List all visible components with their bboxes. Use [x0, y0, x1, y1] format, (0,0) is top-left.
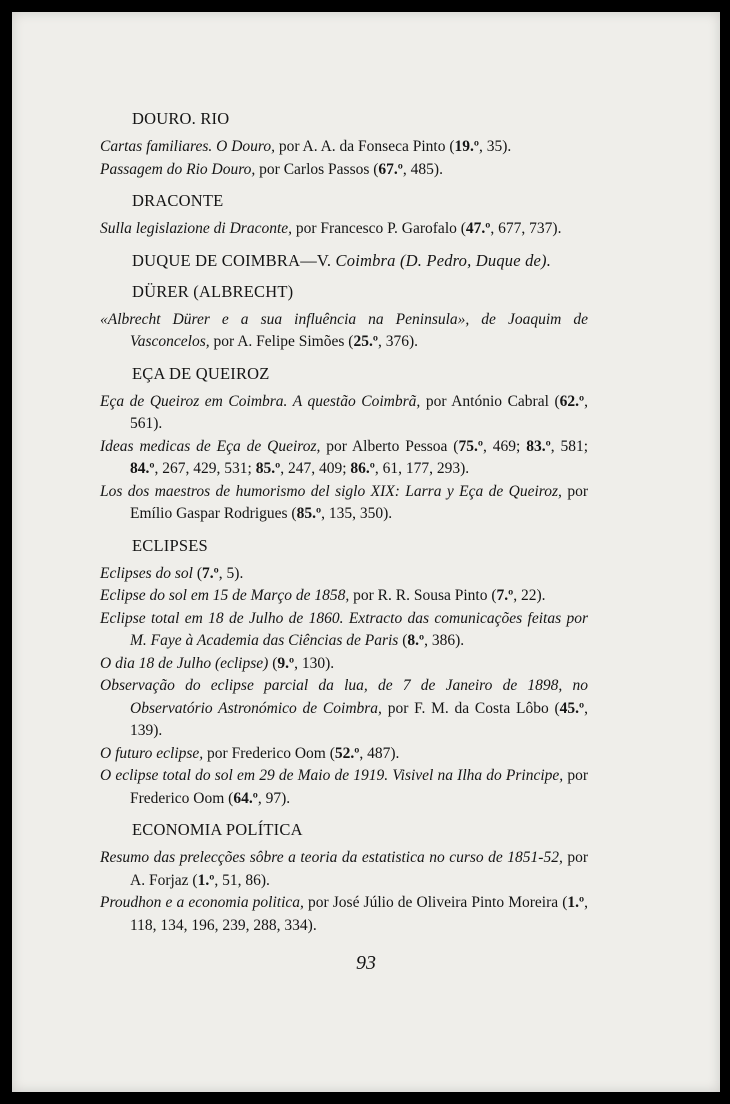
- section-heading-text: DOURO. RIO: [132, 109, 230, 128]
- section-heading-text: EÇA DE QUEIROZ: [132, 363, 270, 383]
- entry-text: , 267, 429, 531;: [154, 460, 256, 477]
- entry-text: , 581;: [550, 437, 589, 455]
- entry-text: (: [398, 632, 408, 649]
- book-page: [12, 12, 720, 1092]
- entry-text: , 386).: [424, 632, 465, 649]
- entry-title: Resumo das prelecções sôbre a teoria da estatistica no curso de 1851-52,: [100, 849, 563, 866]
- entry-text: , 561).: [130, 392, 588, 432]
- section-heading: [132, 281, 588, 303]
- volume-number: 62.º: [559, 392, 585, 410]
- entry-title: Sulla legislazione di Draconte,: [100, 220, 293, 237]
- bibliography-entry: [100, 608, 588, 653]
- entry-text: por F. M. da Costa Lôbo (: [381, 699, 560, 717]
- bibliography-entry: [100, 847, 588, 892]
- bibliography-entry: [100, 675, 588, 743]
- bibliography-content: [100, 108, 588, 937]
- section-heading: [132, 190, 588, 212]
- section-heading: [132, 108, 588, 130]
- entry-text: , 487).: [359, 744, 400, 762]
- bibliography-entry: [100, 765, 588, 810]
- entry-text: por António Cabral (: [420, 392, 560, 410]
- entry-text: , 22).: [513, 587, 546, 604]
- bibliography-entry: [100, 309, 588, 354]
- entry-title: Observação do eclipse parcial da lua, de 7 de Janeiro de 1898, no Observatório Astronómico de Coimbra,: [100, 677, 588, 717]
- bibliography-entry: [100, 743, 588, 766]
- volume-number: 7.º: [496, 587, 514, 604]
- volume-number: 25.º: [353, 333, 378, 350]
- entry-text: (: [193, 564, 203, 582]
- bibliography-entry: [100, 563, 588, 586]
- entry-text: , 139).: [130, 699, 589, 739]
- volume-number: 19.º: [454, 138, 479, 155]
- volume-number: 86.º: [350, 460, 375, 477]
- entry-text: (: [268, 654, 278, 672]
- entry-text: por R. R. Sousa Pinto (: [349, 587, 497, 604]
- entry-text: , 469;: [482, 437, 527, 455]
- section-heading-text: DUQUE DE COIMBRA—V.: [132, 250, 332, 270]
- entry-text: por A. A. da Fonseca Pinto (: [274, 138, 455, 155]
- entry-title: O dia 18 de Julho (eclipse): [100, 654, 269, 672]
- entry-text: , 51, 86).: [214, 871, 270, 889]
- entry-title: Los dos maestros de humorismo del siglo XIX: Larra y Eça de Queiroz,: [100, 482, 562, 500]
- volume-number: 52.º: [334, 744, 360, 762]
- volume-number: 7.º: [202, 564, 219, 582]
- volume-number: 8.º: [407, 632, 425, 649]
- volume-number: 1.º: [567, 894, 585, 911]
- volume-number: 45.º: [559, 699, 585, 717]
- entry-title: Eça de Queiroz em Coimbra. A questão Coimbrã,: [100, 392, 421, 410]
- entry-text: , 130).: [294, 654, 335, 672]
- entry-text: , 247, 409;: [280, 460, 351, 477]
- section-heading: [132, 250, 588, 272]
- entry-text: , 61, 177, 293).: [374, 460, 470, 477]
- volume-number: 75.º: [458, 437, 483, 455]
- heading-cross-reference: Coimbra (D. Pedro, Duque de).: [335, 250, 552, 270]
- entry-text: , 677, 737).: [490, 220, 562, 237]
- entry-text: , 485).: [402, 160, 443, 178]
- entry-title: O futuro eclipse,: [100, 744, 204, 762]
- entry-text: por A. Forjaz (: [130, 849, 588, 889]
- page-number: 93: [356, 952, 376, 974]
- entry-text: , 135, 350).: [321, 505, 393, 522]
- volume-number: 84.º: [130, 460, 155, 477]
- entry-text: por A. Felipe Simões (: [209, 333, 354, 350]
- volume-number: 83.º: [526, 437, 551, 455]
- entry-title: Eclipses do sol: [100, 564, 193, 582]
- bibliography-entry: [100, 159, 588, 182]
- entry-text: por Emílio Gaspar Rodrigues (: [130, 482, 588, 522]
- bibliography-entry: [100, 218, 588, 241]
- volume-number: 85.º: [296, 505, 322, 522]
- volume-number: 9.º: [277, 654, 295, 672]
- entry-title: Ideas medicas de Eça de Queiroz,: [100, 437, 321, 455]
- entry-text: por Carlos Passos (: [255, 160, 379, 178]
- bibliography-entry: [100, 481, 588, 526]
- bibliography-entry: [100, 136, 588, 159]
- volume-number: 47.º: [465, 220, 491, 237]
- entry-text: por Francesco P. Garofalo (: [292, 220, 466, 237]
- entry-text: , 35).: [479, 138, 512, 155]
- section-heading: [132, 363, 588, 385]
- volume-number: 64.º: [233, 789, 258, 807]
- entry-text: , 97).: [257, 789, 291, 807]
- bibliography-entry: [100, 653, 588, 676]
- section-heading-text: DRACONTE: [132, 191, 224, 210]
- volume-number: 67.º: [378, 160, 403, 178]
- entry-text: , 5).: [218, 564, 244, 582]
- bibliography-entry: [100, 391, 588, 436]
- section-heading: [132, 535, 588, 557]
- entry-text: por Alberto Pessoa (: [320, 437, 459, 455]
- section-heading-text: ECLIPSES: [132, 535, 208, 555]
- bibliography-entry: [100, 585, 588, 608]
- entry-title: Eclipse do sol em 15 de Março de 1858,: [100, 587, 350, 604]
- volume-number: 85.º: [255, 460, 281, 477]
- section-heading-text: ECONOMIA POLÍTICA: [132, 820, 303, 839]
- entry-title: Cartas familiares. O Douro,: [100, 138, 275, 155]
- entry-text: por Frederico Oom (: [203, 744, 335, 762]
- entry-text: , 376).: [377, 333, 418, 350]
- entry-title: Proudhon e a economia politica,: [100, 894, 304, 911]
- entry-title: Passagem do Rio Douro,: [100, 160, 256, 178]
- entry-text: , 118, 134, 196, 239, 288, 334).: [130, 894, 589, 934]
- entry-text: por Frederico Oom (: [130, 767, 589, 807]
- entry-title: O eclipse total do sol em 29 de Maio de 1919. Visivel na Ilha do Principe,: [100, 767, 564, 784]
- bibliography-entry: [100, 892, 588, 937]
- section-heading: [132, 819, 588, 841]
- bibliography-entry: [100, 436, 588, 481]
- entry-text: por José Júlio de Oliveira Pinto Moreira (: [303, 894, 568, 911]
- volume-number: 1.º: [197, 871, 215, 889]
- entry-title: Eclipse total em 18 de Julho de 1860. Extracto das comunicações feitas por M. Faye à Academia das Ciências de Paris: [100, 609, 588, 649]
- section-heading-text: DÜRER (ALBRECHT): [132, 281, 294, 301]
- entry-title: «Albrecht Dürer e a sua influência na Peninsula», de Joaquim de Vasconcelos,: [100, 310, 588, 350]
